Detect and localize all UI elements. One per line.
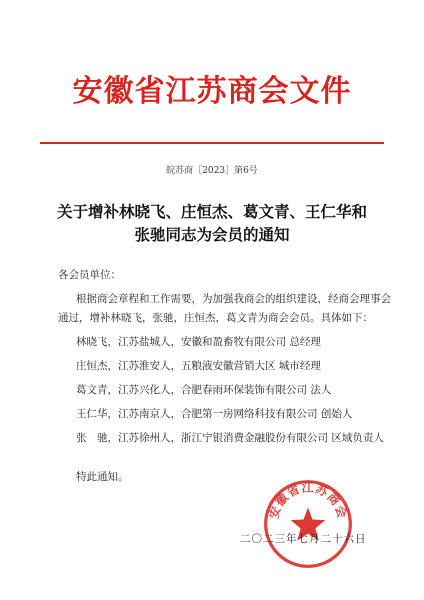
red-divider-line (40, 142, 384, 144)
member-item: 张 驰，江苏徐州人，浙江宁银消费金融股份有限公司 区域负责人 (76, 432, 384, 444)
svg-text:安徽省江苏商会: 安徽省江苏商会 (266, 480, 350, 521)
intro-line-2: 通过，增补林晓飞，张驰，庄恒杰，葛文青为商会会员。具体如下： (58, 312, 373, 324)
notice-title-line-1: 关于增补林晓飞、庄恒杰、葛文青、王仁华和 (56, 203, 367, 221)
closing-text: 特此通知。 (76, 471, 129, 483)
issue-date: 二〇二三年七月二十六日 (240, 533, 367, 545)
intro-line-1: 根据商会章程和工作需要，为加强我商会的组织建设，经商会理事会 (76, 293, 391, 305)
official-seal-stamp (262, 478, 354, 570)
member-item: 王仁华，江苏南京人，合肥第一房网络科技有限公司 创始人 (76, 408, 353, 420)
member-item: 葛文青，江苏兴化人，合肥春雨环保装饰有限公司 法人 (76, 384, 332, 396)
notice-title (40, 201, 384, 247)
notice-title-line-2: 张驰同志为会员的通知 (134, 226, 290, 244)
document-number: 皖苏商［2023］第6号 (166, 166, 258, 176)
salutation: 各会员单位： (58, 269, 121, 281)
member-item: 庄恒杰，江苏淮安人，五粮液安徽营销大区 城市经理 (76, 360, 321, 372)
member-item: 林晓飞，江苏盐城人，安徽和盈畜牧有限公司 总经理 (76, 336, 321, 348)
document-header-title: 安徽省江苏商会文件 (72, 74, 352, 109)
